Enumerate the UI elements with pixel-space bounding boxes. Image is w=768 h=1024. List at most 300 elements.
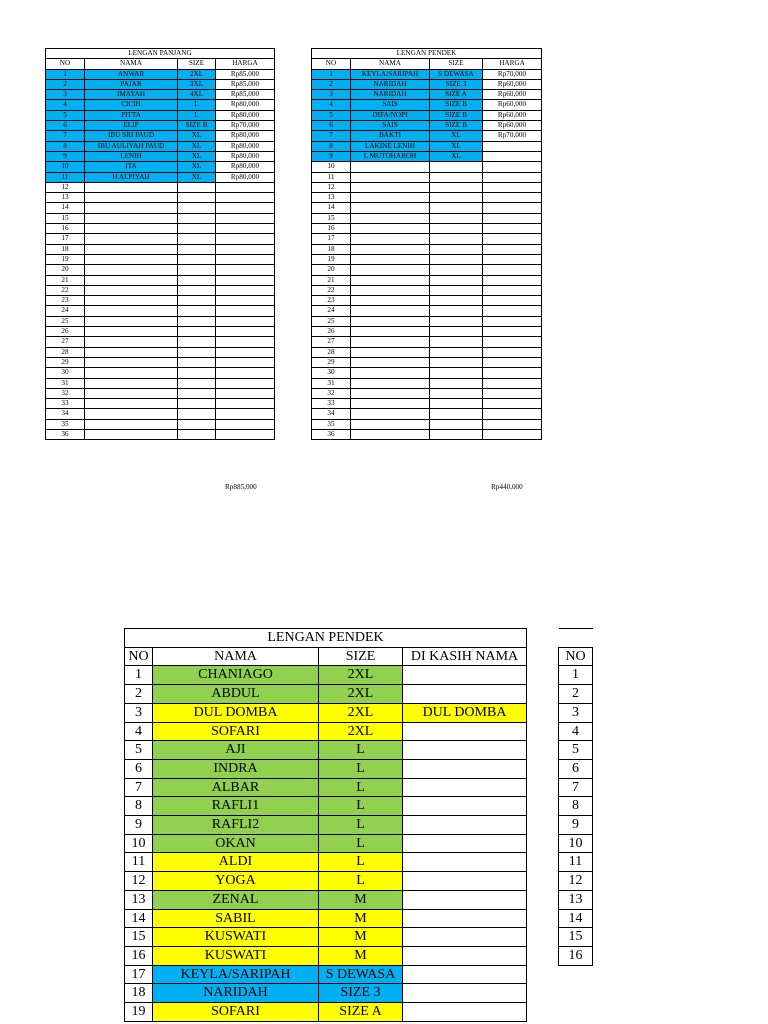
cell-nama: INDRA [153, 759, 319, 778]
cell-harga: Rp80,000 [216, 131, 275, 141]
cell-no: 10 [125, 834, 153, 853]
table-title: LENGAN PENDEK [125, 629, 527, 648]
cell-size [430, 306, 483, 316]
cell-no: 13 [125, 890, 153, 909]
cell-nama [85, 419, 178, 429]
cell-harga: Rp60,000 [483, 121, 542, 131]
cell-size [178, 429, 216, 439]
cell-size [178, 357, 216, 367]
table-row [46, 337, 275, 347]
cell-nama [85, 409, 178, 419]
table-row [125, 872, 527, 891]
cell-nama [351, 182, 430, 192]
table-title: LENGAN PANJANG [46, 49, 275, 59]
table-row [46, 224, 275, 234]
cell-nama: PAJAR [85, 79, 178, 89]
cell-nama [85, 399, 178, 409]
cell-size: S DEWASA [430, 69, 483, 79]
table-row [312, 79, 542, 89]
cell-size: XL [430, 131, 483, 141]
table-body [125, 629, 527, 1022]
cell-size [430, 162, 483, 172]
cell-nama: RAFLI1 [153, 797, 319, 816]
cell-no: 9 [559, 816, 593, 835]
cell-no: 14 [559, 909, 593, 928]
cell-di-kasih-nama [403, 965, 527, 984]
cell-no: 19 [125, 1003, 153, 1022]
header-size: SIZE [178, 59, 216, 69]
cell-nama [351, 378, 430, 388]
cell-nama: SAIS [351, 100, 430, 110]
cell-nama [351, 306, 430, 316]
cell-size: XL [178, 131, 216, 141]
cell-size [178, 316, 216, 326]
cell-no: 2 [46, 79, 85, 89]
table-row [46, 100, 275, 110]
table-row [312, 265, 542, 275]
table-row [46, 399, 275, 409]
cell-size [178, 337, 216, 347]
cell-size [430, 193, 483, 203]
table-row [312, 182, 542, 192]
cell-di-kasih-nama [403, 685, 527, 704]
cell-harga [483, 213, 542, 223]
table-row [46, 110, 275, 120]
cell-nama [351, 254, 430, 264]
cell-no: 4 [312, 100, 351, 110]
cell-nama: ELIP [85, 121, 178, 131]
cell-nama [85, 254, 178, 264]
table-row [46, 409, 275, 419]
cell-no: 15 [559, 928, 593, 947]
table-row [125, 946, 527, 965]
cell-harga: Rp70,000 [483, 131, 542, 141]
cell-nama [85, 388, 178, 398]
table-row [559, 853, 593, 872]
cell-no: 8 [46, 141, 85, 151]
cell-size [430, 203, 483, 213]
table-row [46, 69, 275, 79]
cell-no: 33 [46, 399, 85, 409]
cell-harga [216, 306, 275, 316]
cell-harga [483, 162, 542, 172]
cell-size [430, 285, 483, 295]
cell-nama [85, 182, 178, 192]
cell-di-kasih-nama [403, 928, 527, 947]
cell-size: L [178, 110, 216, 120]
cell-nama [351, 224, 430, 234]
cell-size [178, 203, 216, 213]
table-row [46, 244, 275, 254]
cell-no: 25 [312, 316, 351, 326]
cell-harga [216, 399, 275, 409]
table-row [125, 722, 527, 741]
cell-harga [483, 244, 542, 254]
cell-nama [85, 378, 178, 388]
cell-nama: ALDI [153, 853, 319, 872]
cell-harga [216, 244, 275, 254]
cell-di-kasih-nama: DUL DOMBA [403, 703, 527, 722]
cell-size [430, 224, 483, 234]
cell-no: 14 [312, 203, 351, 213]
table-row [559, 722, 593, 741]
cell-harga [483, 285, 542, 295]
cell-nama: PITTA [85, 110, 178, 120]
cell-nama: DIFA/NOPI [351, 110, 430, 120]
cell-nama [85, 357, 178, 367]
table-row [312, 316, 542, 326]
cell-no: 15 [46, 213, 85, 223]
cell-size: 2XL [178, 69, 216, 79]
cell-harga [216, 316, 275, 326]
table-row [125, 759, 527, 778]
cell-size: M [319, 909, 403, 928]
table-header-row [46, 59, 275, 69]
cell-nama [85, 327, 178, 337]
cell-size: L [319, 759, 403, 778]
cell-nama [351, 368, 430, 378]
cell-size [430, 316, 483, 326]
cell-size [430, 213, 483, 223]
cell-no: 23 [312, 296, 351, 306]
cell-no: 15 [312, 213, 351, 223]
cell-di-kasih-nama [403, 872, 527, 891]
cell-no: 14 [125, 909, 153, 928]
cell-harga: Rp60,000 [483, 100, 542, 110]
cell-nama: YOGA [153, 872, 319, 891]
cell-nama [351, 193, 430, 203]
cell-harga: Rp60,000 [483, 79, 542, 89]
table-row [312, 337, 542, 347]
table-row [312, 131, 542, 141]
cell-no: 1 [559, 666, 593, 685]
cell-size: L [178, 100, 216, 110]
cell-no: 32 [46, 388, 85, 398]
cell-size [178, 193, 216, 203]
cell-size: XL [178, 141, 216, 151]
cell-no: 11 [46, 172, 85, 182]
cell-no: 23 [46, 296, 85, 306]
table-row [125, 703, 527, 722]
cell-size [178, 388, 216, 398]
table-row [312, 203, 542, 213]
cell-no: 8 [312, 141, 351, 151]
cell-harga [216, 368, 275, 378]
cell-no: 4 [125, 722, 153, 741]
table-header-row [559, 647, 593, 666]
cell-no: 7 [125, 778, 153, 797]
table-row [312, 388, 542, 398]
cell-no: 12 [46, 182, 85, 192]
cell-harga [483, 182, 542, 192]
header-harga: HARGA [483, 59, 542, 69]
cell-nama: H ALPIYAH [85, 172, 178, 182]
table-row [46, 151, 275, 161]
cell-size [178, 224, 216, 234]
cell-no: 6 [46, 121, 85, 131]
cell-harga [483, 296, 542, 306]
cell-no: 9 [312, 151, 351, 161]
cell-size: M [319, 946, 403, 965]
cell-size [430, 337, 483, 347]
cell-no: 9 [125, 816, 153, 835]
cell-no: 10 [559, 834, 593, 853]
table-row [125, 666, 527, 685]
cell-no: 20 [312, 265, 351, 275]
table-row [312, 399, 542, 409]
cell-size: 2XL [319, 722, 403, 741]
cell-nama [351, 316, 430, 326]
table-row [46, 90, 275, 100]
table-row [312, 275, 542, 285]
cell-size [178, 419, 216, 429]
cell-no: 32 [312, 388, 351, 398]
cell-no: 26 [46, 327, 85, 337]
table-row [312, 254, 542, 264]
cell-size: SIZE B [430, 100, 483, 110]
table-row [559, 872, 593, 891]
cell-nama [351, 357, 430, 367]
cell-harga [216, 265, 275, 275]
cell-nama [85, 296, 178, 306]
cell-no: 1 [312, 69, 351, 79]
cell-no: 2 [125, 685, 153, 704]
cell-size [178, 275, 216, 285]
table-lengan-pendek-small [311, 48, 542, 440]
cell-size: SIZE 3 [430, 79, 483, 89]
cell-harga: Rp80,000 [216, 110, 275, 120]
table-row [125, 778, 527, 797]
table-row [125, 1003, 527, 1022]
cell-size [430, 368, 483, 378]
cell-size [430, 234, 483, 244]
cell-no: 3 [312, 90, 351, 100]
cell-nama: IBU AULIYAH PAUD [85, 141, 178, 151]
cell-nama [351, 347, 430, 357]
cell-nama: ALBAR [153, 778, 319, 797]
cell-nama [351, 337, 430, 347]
cell-no: 21 [312, 275, 351, 285]
cell-no: 18 [46, 244, 85, 254]
header-di-kasih-nama: DI KASIH NAMA [403, 647, 527, 666]
cell-nama: IBU SRI PAUD [85, 131, 178, 141]
cell-nama [351, 419, 430, 429]
cell-size: SIZE 3 [319, 984, 403, 1003]
table-row [312, 100, 542, 110]
table-row [125, 816, 527, 835]
cell-harga [483, 141, 542, 151]
table-row [312, 213, 542, 223]
cell-no: 6 [125, 759, 153, 778]
cell-di-kasih-nama [403, 853, 527, 872]
cell-size: L [319, 741, 403, 760]
cell-no: 26 [312, 327, 351, 337]
table-row [559, 946, 593, 965]
cell-size: XL [178, 151, 216, 161]
cell-no: 19 [46, 254, 85, 264]
cell-size: L [319, 872, 403, 891]
cell-harga [216, 409, 275, 419]
cell-size [178, 399, 216, 409]
cell-harga: Rp85,000 [216, 90, 275, 100]
cell-size [430, 378, 483, 388]
cell-harga [483, 357, 542, 367]
table-row [312, 347, 542, 357]
cell-nama [351, 203, 430, 213]
cell-no: 5 [125, 741, 153, 760]
cell-harga [216, 254, 275, 264]
table-row [312, 110, 542, 120]
table-row [125, 853, 527, 872]
cell-size [430, 275, 483, 285]
table-row [46, 265, 275, 275]
cell-no: 33 [312, 399, 351, 409]
cell-size: SIZE B [430, 121, 483, 131]
table-row [46, 368, 275, 378]
table-row [125, 834, 527, 853]
cell-no: 3 [46, 90, 85, 100]
cell-harga [216, 224, 275, 234]
cell-no: 18 [312, 244, 351, 254]
cell-nama: KEYLA/SARIPAH [153, 965, 319, 984]
cell-harga [216, 357, 275, 367]
table-row [312, 162, 542, 172]
cell-nama: IMAYAH [85, 90, 178, 100]
table-header-row [125, 647, 527, 666]
cell-no: 36 [46, 429, 85, 439]
cell-harga [483, 151, 542, 161]
cell-no: 24 [46, 306, 85, 316]
cell-size [178, 296, 216, 306]
table-row [46, 327, 275, 337]
table-row [46, 296, 275, 306]
cell-no: 1 [125, 666, 153, 685]
cell-nama [351, 213, 430, 223]
cell-no: 15 [125, 928, 153, 947]
cell-no: 31 [46, 378, 85, 388]
cell-size [430, 244, 483, 254]
cell-size [178, 306, 216, 316]
table-row [46, 203, 275, 213]
cell-nama: ABDUL [153, 685, 319, 704]
cell-harga: Rp70,000 [483, 69, 542, 79]
table-row [46, 131, 275, 141]
cell-size [178, 234, 216, 244]
cell-harga [483, 327, 542, 337]
cell-nama: NARIDAH [153, 984, 319, 1003]
cell-harga [216, 327, 275, 337]
table-row [125, 890, 527, 909]
cell-no: 10 [46, 162, 85, 172]
table-row [125, 741, 527, 760]
cell-no: 12 [559, 872, 593, 891]
cell-nama [85, 234, 178, 244]
cell-di-kasih-nama [403, 1003, 527, 1022]
table-row [46, 121, 275, 131]
cell-no: 19 [312, 254, 351, 264]
cell-harga [216, 388, 275, 398]
table-lengan-panjang [45, 48, 275, 440]
header-no: NO [46, 59, 85, 69]
cell-no: 35 [312, 419, 351, 429]
cell-no: 3 [559, 703, 593, 722]
cell-di-kasih-nama [403, 816, 527, 835]
cell-no: 34 [312, 409, 351, 419]
table-row [46, 429, 275, 439]
cell-size [178, 265, 216, 275]
cell-nama: LENIH [85, 151, 178, 161]
cell-no: 30 [312, 368, 351, 378]
cell-nama [351, 388, 430, 398]
cell-nama: LAKINE LENIH [351, 141, 430, 151]
cell-size [178, 244, 216, 254]
cell-size: SIZE B [430, 110, 483, 120]
cell-no: 27 [46, 337, 85, 347]
cell-harga: Rp85,000 [216, 69, 275, 79]
cell-harga: Rp80,000 [216, 172, 275, 182]
cell-no: 16 [312, 224, 351, 234]
cell-no: 5 [559, 741, 593, 760]
cell-size [178, 285, 216, 295]
cell-nama [85, 347, 178, 357]
cell-size: 4XL [178, 90, 216, 100]
cell-size [430, 429, 483, 439]
cell-no: 36 [312, 429, 351, 439]
table-row [46, 347, 275, 357]
table-title-row [125, 629, 527, 648]
table-row [46, 182, 275, 192]
table-row [312, 69, 542, 79]
cell-size [430, 172, 483, 182]
header-size: SIZE [319, 647, 403, 666]
cell-size [430, 409, 483, 419]
cell-di-kasih-nama [403, 890, 527, 909]
cell-size: 2XL [319, 703, 403, 722]
cell-harga: Rp60,000 [483, 90, 542, 100]
cell-di-kasih-nama [403, 778, 527, 797]
cell-nama [351, 265, 430, 275]
cell-no: 24 [312, 306, 351, 316]
cell-no: 8 [559, 797, 593, 816]
cell-harga [216, 285, 275, 295]
cell-size [430, 296, 483, 306]
cell-harga [483, 224, 542, 234]
table-row [46, 213, 275, 223]
cell-no: 4 [559, 722, 593, 741]
cell-no: 6 [559, 759, 593, 778]
cell-no: 31 [312, 378, 351, 388]
cell-no: 20 [46, 265, 85, 275]
cell-harga [483, 275, 542, 285]
table-title-empty [559, 629, 593, 648]
cell-nama: DUL DOMBA [153, 703, 319, 722]
cell-nama: KEYLA/SARIPAH [351, 69, 430, 79]
header-nama: NAMA [85, 59, 178, 69]
cell-harga [483, 347, 542, 357]
table-row [312, 368, 542, 378]
table-row [559, 759, 593, 778]
cell-no: 13 [559, 890, 593, 909]
cell-nama: KUSWATI [153, 928, 319, 947]
cell-nama [85, 316, 178, 326]
cell-no: 5 [46, 110, 85, 120]
cell-harga [483, 265, 542, 275]
table-row [312, 90, 542, 100]
cell-harga [216, 419, 275, 429]
cell-no: 10 [312, 162, 351, 172]
cell-nama [351, 285, 430, 295]
header-nama: NAMA [351, 59, 430, 69]
